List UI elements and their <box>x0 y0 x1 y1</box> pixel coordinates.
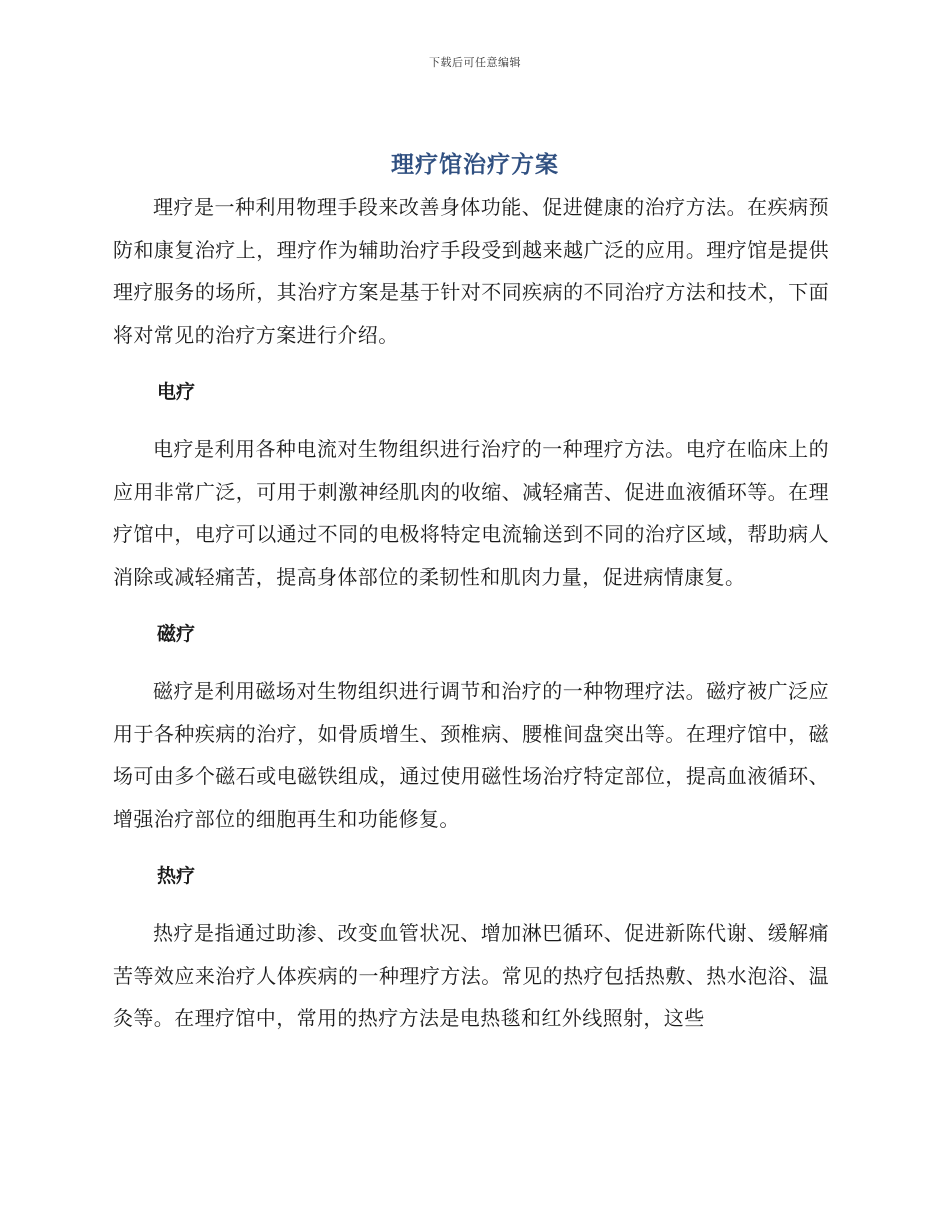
section-paragraph: 电疗是利用各种电流对生物组织进行治疗的一种理疗方法。电疗在临床上的应用非常广泛，可用于刺激神经肌肉的收缩、减轻痛苦、促进血液循环等。在理疗馆中，电疗可以通过不同的电极将特定电流输送到不同的治疗区域，帮助病人消除或减轻痛苦，提高身体部位的柔韧性和肌肉力量，促进病情康复。 <box>113 437 829 589</box>
intro-paragraph: 理疗是一种利用物理手段来改善身体功能、促进健康的治疗方法。在疾病预防和康复治疗上，理疗作为辅助治疗手段受到越来越广泛的应用。理疗馆是提供理疗服务的场所，其治疗方案是基于针对不同疾病的不同治疗方法和技术，下面将对常见的治疗方案进行介绍。 <box>113 195 829 347</box>
section-paragraph: 磁疗是利用磁场对生物组织进行调节和治疗的一种物理疗法。磁疗被广泛应用于各种疾病的治疗，如骨质增生、颈椎病、腰椎间盘突出等。在理疗馆中，磁场可由多个磁石或电磁铁组成，通过使用磁性场治疗特定部位，提高血液循环、增强治疗部位的细胞再生和功能修复。 <box>113 679 829 831</box>
section-heading: 磁疗 <box>157 623 196 645</box>
section-paragraph: 热疗是指通过助渗、改变血管状况、增加淋巴循环、促进新陈代谢、缓解痛苦等效应来治疗人体疾病的一种理疗方法。常见的热疗包括热敷、热水泡浴、温灸等。在理疗馆中，常用的热疗方法是电热毯和红外线照射，这些 <box>113 921 829 1030</box>
header-note: 下载后可任意编辑 <box>429 56 521 69</box>
document-body <box>113 186 829 1040</box>
section-thermotherapy <box>113 840 829 1040</box>
section-magnetotherapy <box>113 598 829 840</box>
document-title: 理疗馆治疗方案 <box>391 152 559 178</box>
section-electrotherapy <box>113 356 829 598</box>
section-heading: 电疗 <box>157 381 196 403</box>
section-heading: 热疗 <box>157 865 196 887</box>
